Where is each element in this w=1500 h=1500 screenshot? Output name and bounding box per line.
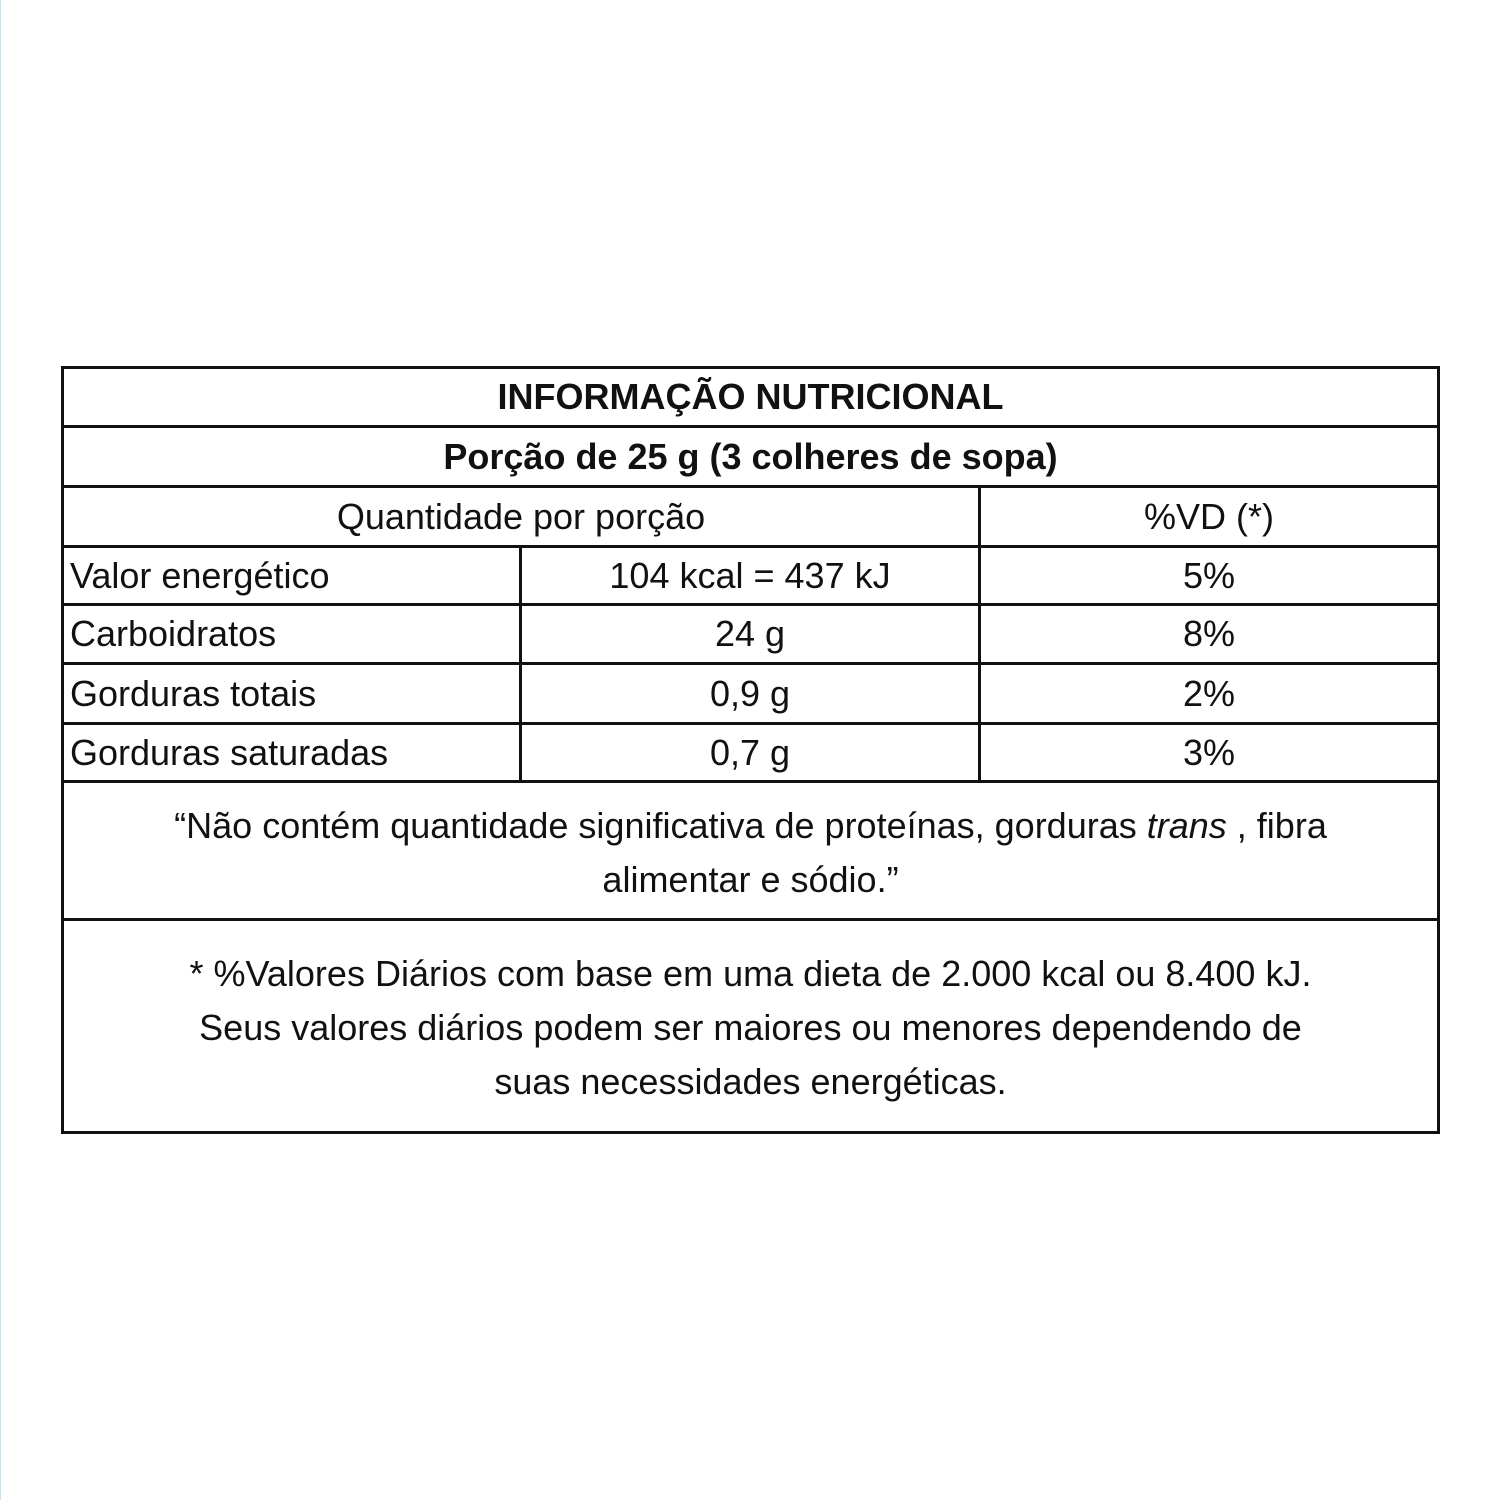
note-text: alimentar e sódio.” bbox=[602, 859, 899, 900]
page-edge bbox=[0, 0, 1, 1500]
footnote-line: Seus valores diários podem ser maiores ou menores dependendo de bbox=[199, 1007, 1302, 1048]
divider bbox=[64, 918, 1437, 921]
row-amount: 24 g bbox=[714, 613, 786, 654]
footnote-line: * %Valores Diários com base em uma dieta de 2.000 kcal ou 8.400 kJ. bbox=[189, 953, 1312, 994]
row-dv: 5% bbox=[1182, 554, 1236, 596]
note-text: , fibra bbox=[1226, 805, 1327, 846]
table-title: INFORMAÇÃO NUTRICIONAL bbox=[497, 376, 1004, 417]
nutrition-table bbox=[61, 366, 1440, 1134]
row-name: Carboidratos bbox=[70, 613, 277, 654]
row-amount: 0,7 g bbox=[709, 731, 791, 773]
row-dv: 8% bbox=[1182, 613, 1236, 654]
note-text: “Não contém quantidade significativa de proteínas, gorduras bbox=[174, 805, 1147, 846]
daily-values-footnote bbox=[64, 947, 1437, 1109]
row-name: Gorduras saturadas bbox=[70, 731, 389, 773]
not-significant-note bbox=[64, 799, 1437, 907]
row-name: Gorduras totais bbox=[70, 672, 317, 714]
footnote-line: suas necessidades energéticas. bbox=[494, 1061, 1007, 1102]
row-amount: 104 kcal = 437 kJ bbox=[609, 554, 891, 596]
divider bbox=[64, 780, 1437, 783]
row-amount: 0,9 g bbox=[709, 672, 791, 714]
portion-size: Porção de 25 g (3 colheres de sopa) bbox=[443, 435, 1058, 477]
row-dv: 2% bbox=[1182, 672, 1236, 714]
note-italic: trans bbox=[1146, 805, 1227, 846]
dv-header: %VD (*) bbox=[1143, 495, 1274, 537]
quantity-header: Quantidade por porção bbox=[336, 495, 706, 537]
row-name: Valor energético bbox=[70, 554, 330, 596]
row-dv: 3% bbox=[1182, 731, 1236, 773]
